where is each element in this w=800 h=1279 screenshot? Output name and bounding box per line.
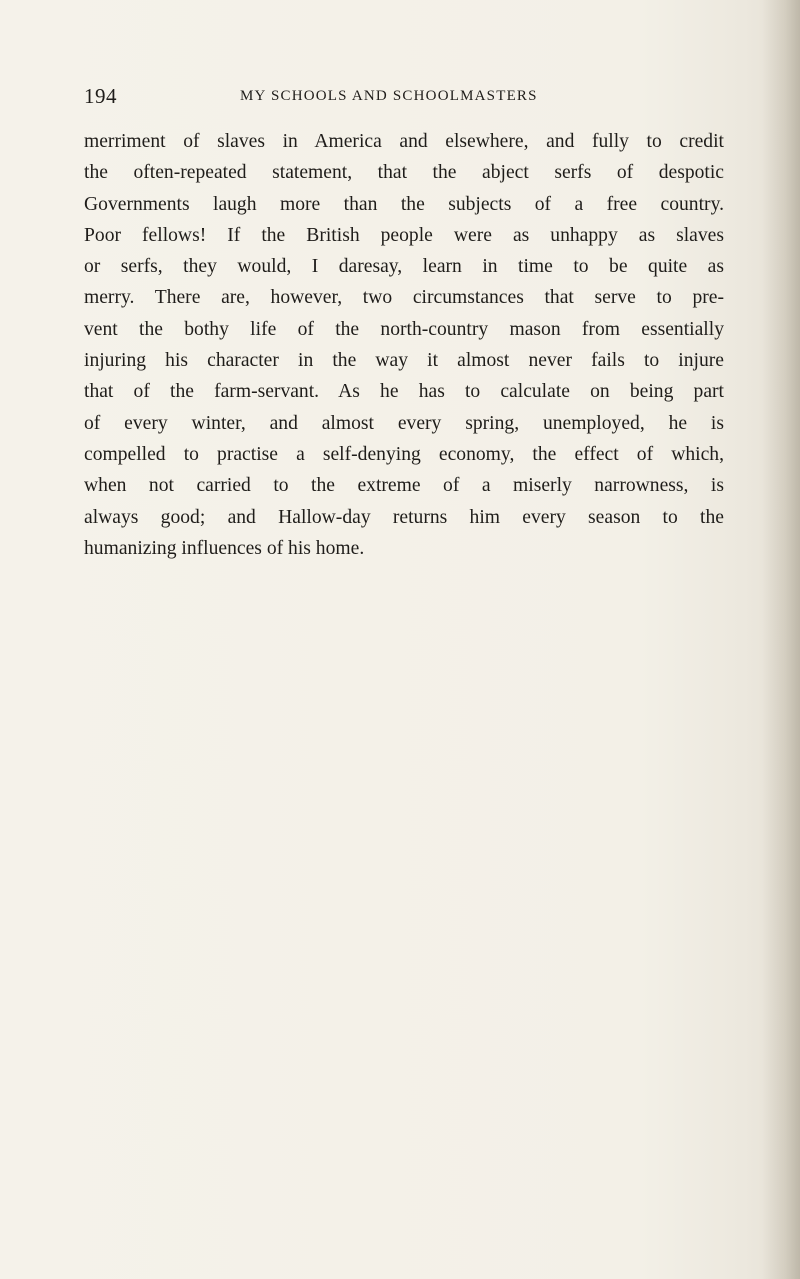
- text-line: merry. There are, however, two circumstances that serve to pre-: [84, 287, 724, 309]
- running-head-title: MY SCHOOLS AND SCHOOLMASTERS: [240, 88, 538, 104]
- text-line: Poor fellows! If the British people were as unhappy as slaves: [84, 224, 724, 246]
- text-line: Governments laugh more than the subjects of a free country.: [84, 193, 724, 215]
- text-line: vent the bothy life of the north-country mason from essentially: [84, 318, 724, 340]
- text-line: of every winter, and almost every spring, unemployed, he is: [84, 412, 724, 434]
- text-line: always good; and Hallow-day returns him every season to the: [84, 506, 724, 528]
- text-line: injuring his character in the way it almost never fails to injure: [84, 350, 724, 372]
- running-head: [84, 84, 724, 114]
- text-line: the often-repeated statement, that the abject serfs of despotic: [84, 162, 724, 184]
- text-line: merriment of slaves in America and elsewhere, and fully to credit: [84, 131, 724, 152]
- text-line: or serfs, they would, I daresay, learn in time to be quite as: [84, 256, 724, 278]
- body-paragraph: [84, 126, 724, 564]
- text-line: when not carried to the extreme of a miserly narrowness, is: [84, 475, 724, 497]
- text-line: humanizing influences of his home.: [84, 537, 365, 559]
- page-number: 194: [84, 84, 117, 108]
- text-line: compelled to practise a self-denying economy, the effect of which,: [84, 443, 724, 465]
- text-line: that of the farm-servant. As he has to calculate on being part: [84, 381, 724, 403]
- page-edge-shadow: [762, 0, 800, 1279]
